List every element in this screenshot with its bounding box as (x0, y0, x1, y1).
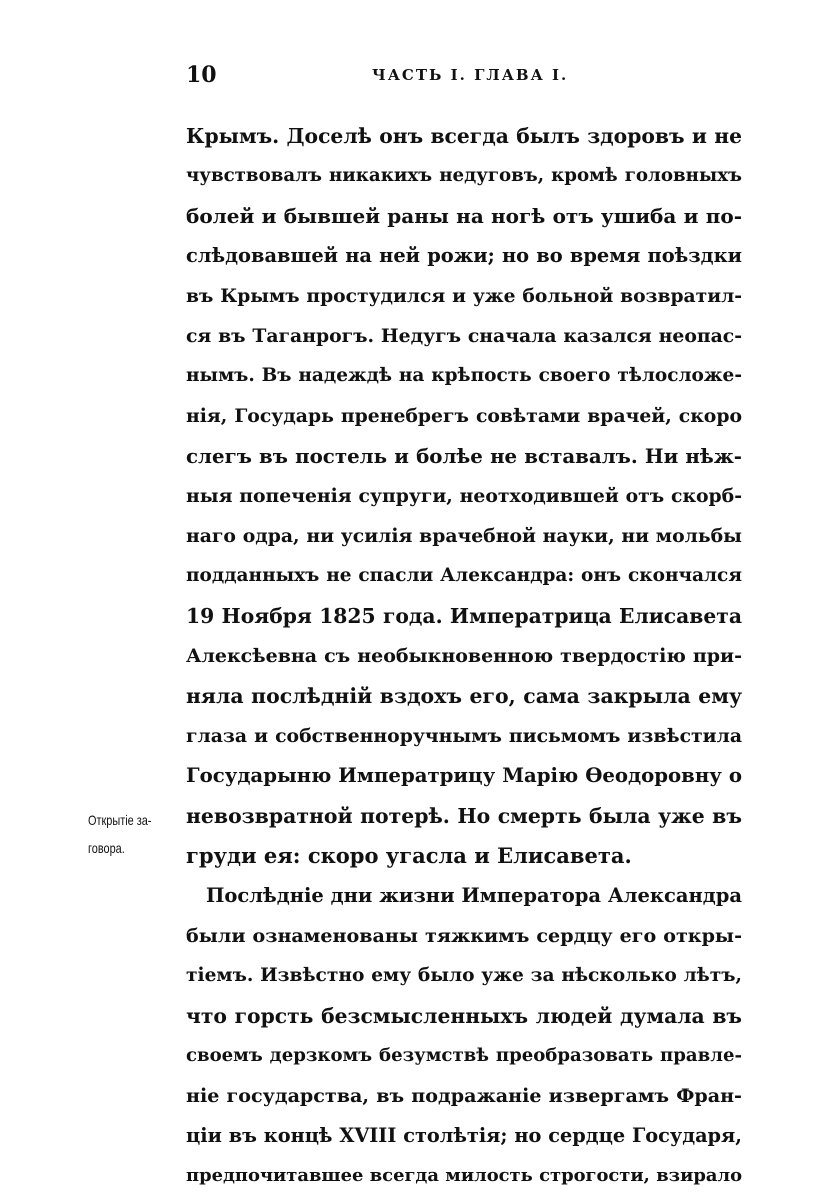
text-line: тіемъ. Извѣстно ему было уже за нѣсколько лѣтъ, (186, 965, 742, 986)
text-line: невозвратной потерѣ. Но смерть была уже въ (186, 804, 742, 828)
text-line: слѣдовавшей на ней рожи; но во время поѣздки (186, 244, 742, 267)
text-line: слегъ въ постель и болѣе не вставалъ. Ни нѣж- (186, 444, 742, 468)
text-line: ціи въ концѣ XVIII столѣтія; но сердце Государя, (186, 1124, 742, 1147)
margin-note (88, 806, 178, 862)
text-line: ныя попеченія супруги, неотходившей отъ скорб- (186, 485, 742, 507)
paragraph-start-line: Послѣдніе дни жизни Императора Александра (206, 884, 742, 907)
text-line: няла послѣдній вздохъ его, сама закрыла ему (186, 684, 742, 708)
text-line: своемъ дерзкомъ безумствѣ преобразовать правле- (186, 1045, 742, 1066)
text-line: предпочитавшее всегда милость строгости, взирало (186, 1165, 742, 1186)
text-line: были ознаменованы тяжкимъ сердцу его откры- (186, 924, 742, 947)
margin-note-line: говора. (88, 840, 125, 856)
text-line: чувствовалъ никакихъ недуговъ, кромѣ головныхъ (186, 165, 742, 186)
text-line: ніе государства, въ подражаніе извергамъ Фран- (186, 1084, 742, 1107)
text-line: нымъ. Въ надеждѣ на крѣпость своего тѣлосложе- (186, 365, 742, 386)
text-line: Крымъ. Доселѣ онъ всегда былъ здоровъ и не (186, 124, 742, 148)
text-line: глаза и собственноручнымъ письмомъ извѣстила (186, 725, 742, 747)
page-number: 10 (186, 62, 217, 88)
text-line: 19 Ноября 1825 года. Императрица Елисавета (186, 604, 742, 628)
text-line: ся въ Таганрогъ. Недугъ сначала казался неопас- (186, 325, 742, 347)
text-line: Алексѣевна съ необыкновенною твердостію при- (186, 645, 742, 667)
text-line: въ Крымъ простудился и уже больной возвратил- (186, 285, 742, 307)
text-line: нія, Государь пренебрегъ совѣтами врачей, скоро (186, 405, 742, 427)
text-line: что горсть безсмысленныхъ людей думала въ (186, 1004, 742, 1028)
text-line: наго одра, ни усилія врачебной науки, ни мольбы (186, 525, 742, 547)
paragraph-end-line: груди ея: скоро угасла и Елисавета. (186, 843, 632, 868)
text-line: болей и бывшей раны на ногѣ отъ ушиба и по- (186, 204, 742, 228)
body-text (186, 116, 742, 1196)
running-head: ЧАСТЬ I. ГЛАВА I. (372, 66, 569, 84)
text-line: подданныхъ не спасли Александра: онъ скончался (186, 565, 742, 586)
text-line: Государыню Императрицу Марію Ѳеодоровну о (186, 764, 742, 787)
margin-note-line: Открытіе за- (88, 812, 152, 828)
